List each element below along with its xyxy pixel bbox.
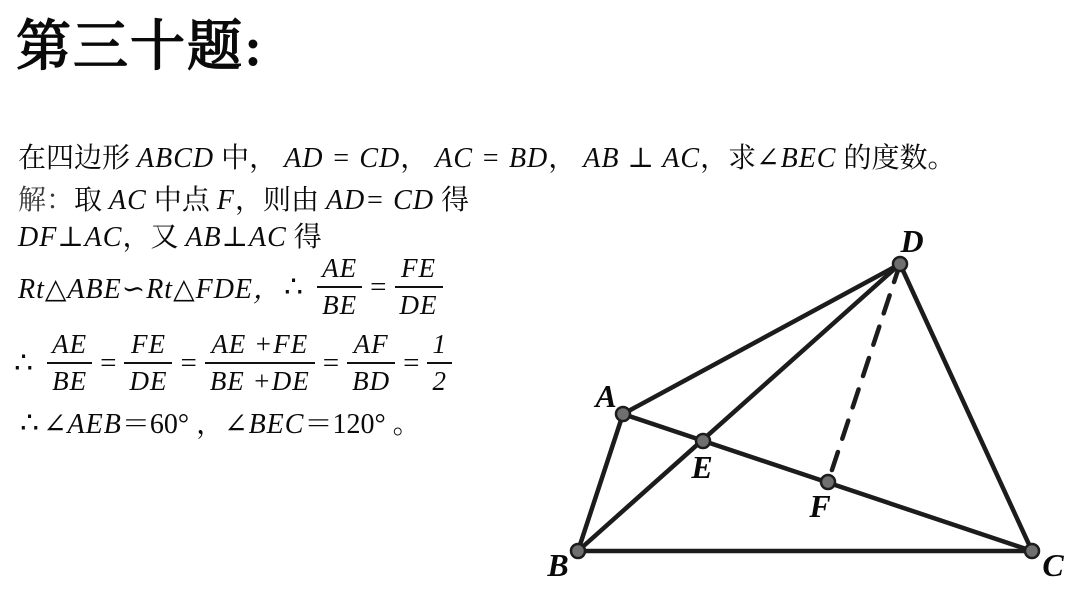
math-ad-cd: AD = CD [284, 143, 401, 174]
math-ab-perp-ac: AB ⊥ AC [583, 143, 701, 174]
math-similar-triangles: Rt△ABE∽Rt△FDE， [18, 274, 283, 305]
point-C [1025, 544, 1039, 558]
edge-D-C [900, 264, 1032, 551]
solution-text: 得 [286, 222, 322, 253]
point-D [893, 257, 907, 271]
angle-value-60: 60° [149, 409, 190, 440]
equals-sign: ＝ [121, 409, 150, 440]
math-ac-bd: AC = BD [435, 143, 549, 174]
problem-text: 在四边形 [18, 143, 138, 174]
solution-text: ，则由 [234, 185, 326, 216]
problem-text: 的度数。 [836, 143, 956, 174]
label-A: A [595, 378, 617, 414]
fraction-denominator: DE [399, 290, 438, 320]
math-ab-perp-ac: AB⊥AC [185, 222, 287, 253]
problem-text: ， [400, 143, 436, 174]
fraction-denominator: DE [129, 366, 168, 396]
solution-text: 取 [74, 185, 110, 216]
math-angle-aeb: ∠AEB [43, 409, 122, 440]
solution-text: ， [189, 409, 225, 440]
point-B [571, 544, 585, 558]
problem-text: ，求 [700, 143, 757, 174]
fraction-numerator: 1 [427, 330, 452, 364]
point-E [696, 434, 710, 448]
solution-text: 。 [385, 409, 421, 440]
angle-value-120: 120° [332, 409, 386, 440]
equals-sign: ＝ [304, 409, 333, 440]
label-F: F [809, 488, 831, 524]
problem-text: 中， [214, 143, 285, 174]
label-B: B [547, 547, 569, 583]
equals-sign: = [322, 346, 340, 379]
label-D: D [900, 223, 924, 259]
solution-text: ，又 [122, 222, 186, 253]
fraction-denominator: BE [322, 290, 358, 320]
equals-sign: = [180, 346, 197, 379]
fraction-denominator: BD [352, 366, 391, 396]
solution-label: 解： [18, 185, 75, 216]
fraction-numerator: AE +FE [205, 330, 315, 364]
equals-sign: = [403, 346, 420, 379]
therefore-symbol: ∴ [284, 270, 304, 304]
fraction-numerator: AE [47, 330, 92, 364]
math-abcd: ABCD [137, 143, 215, 174]
problem-text: ， [548, 143, 584, 174]
fraction-numerator: AF [347, 330, 395, 364]
page-title: 第三十题: [16, 16, 265, 77]
therefore-symbol: ∴ [20, 407, 40, 440]
math-angle-bec: ∠BEC [224, 409, 305, 440]
equals-sign: = [100, 346, 117, 379]
equals-sign: = [370, 270, 387, 303]
fraction-numerator: AE [317, 254, 362, 288]
label-E: E [691, 449, 713, 485]
math-df-perp-ac: DF⊥AC [18, 222, 123, 253]
fraction-denominator: BE [52, 366, 88, 396]
math-f: F [216, 185, 235, 216]
fraction-denominator: 2 [432, 366, 447, 396]
therefore-symbol: ∴ [14, 346, 34, 380]
fraction-numerator: FE [124, 330, 172, 364]
point-F [821, 475, 835, 489]
math-ac: AC [109, 185, 147, 216]
solution-text: 得 [434, 185, 470, 216]
point-A [616, 407, 630, 421]
label-C: C [1042, 547, 1064, 583]
math-angle-bec: ∠BEC [756, 143, 837, 174]
fraction-numerator: FE [395, 254, 443, 288]
math-ad-cd: AD= CD [325, 185, 435, 216]
fraction-denominator: BE +DE [209, 366, 310, 396]
solution-text: 中点 [146, 185, 217, 216]
